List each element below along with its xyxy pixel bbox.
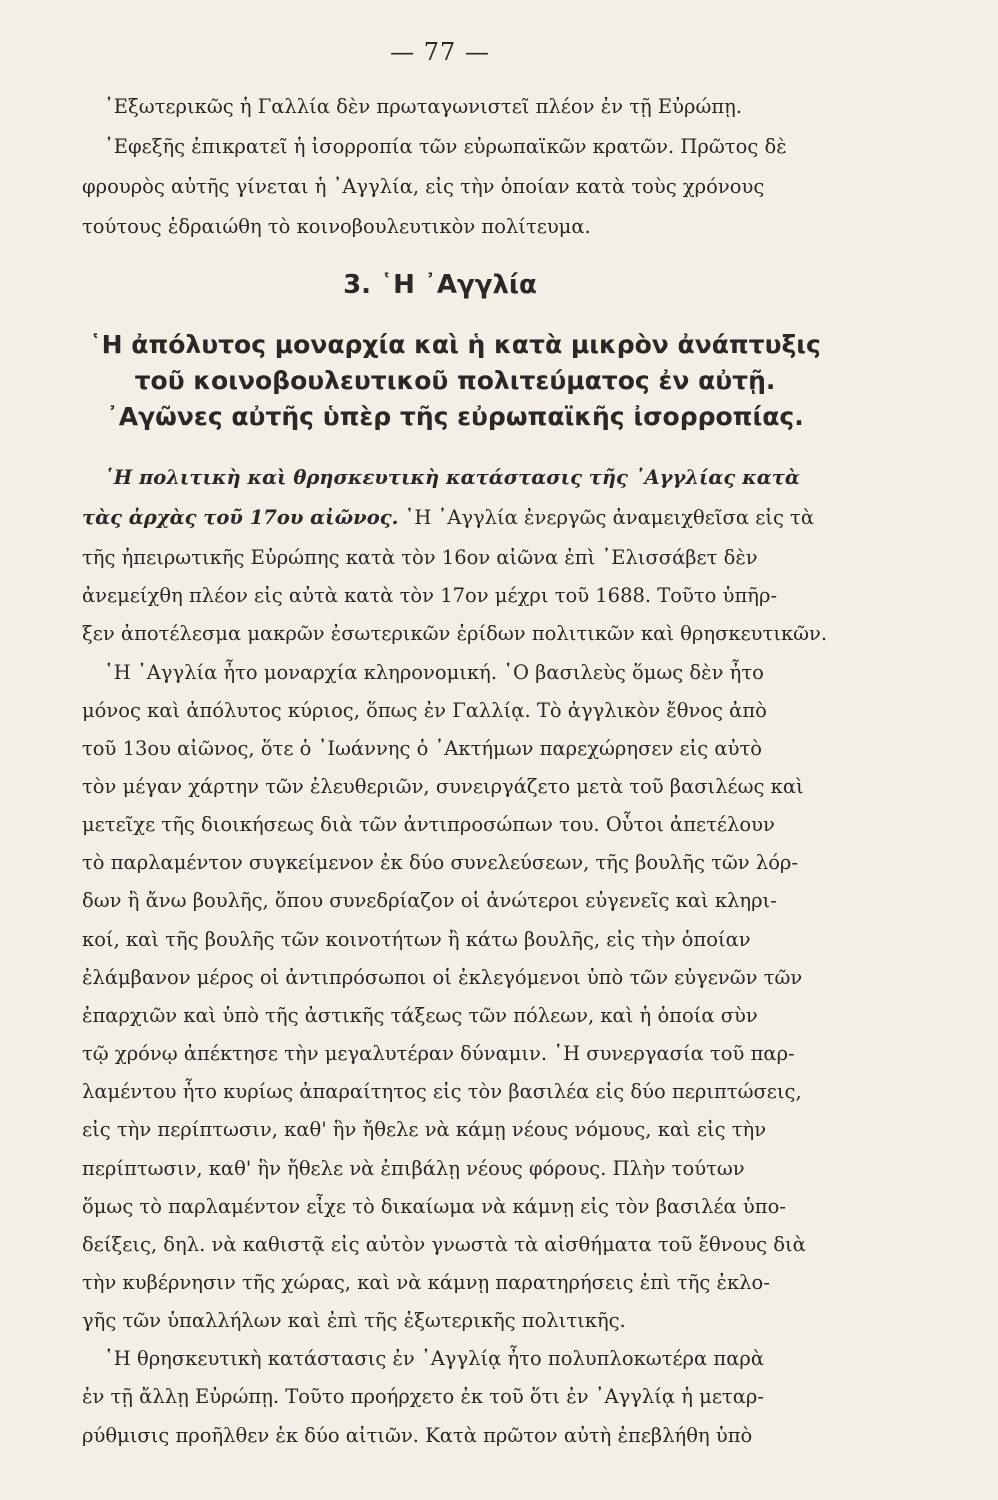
paragraph-heading-italic: τὰς ἀρχὰς τοῦ 17ου αἰῶνος. [82,506,399,529]
subtitle-line: ᾿Αγῶνες αὐτῆς ὑπὲρ τῆς εὐρωπαϊκῆς ἰσορροπίας. [106,402,804,431]
intro-line: ᾿Εξωτερικῶς ἡ Γαλλία δὲν πρωταγωνιστεῖ πλέον ἐν τῇ Εὐρώπῃ. [104,95,743,118]
section-title: 3. ῾Η ᾿Αγγλία [343,270,537,300]
body-line: τῆς ἠπειρωτικῆς Εὐρώπης κατὰ τὸν 16ον αἰῶνα ἐπὶ ᾿Ελισσάβετ δὲν [82,546,758,569]
body-line: τῷ χρόνῳ ἀπέκτησε τὴν μεγαλυτέραν δύναμιν. ῾Η συνεργασία τοῦ παρ- [82,1042,795,1065]
body-line: ξεν ἀποτέλεσμα μακρῶν ἐσωτερικῶν ἐρίδων πολιτικῶν καὶ θρησκευτικῶν. [82,622,828,645]
body-line: ἐλάμβανον μέρος οἱ ἀντιπρόσωποι οἱ ἐκλεγόμενοι ὑπὸ τῶν εὐγενῶν τῶν [82,966,803,989]
body-line: τὸν μέγαν χάρτην τῶν ἐλευθεριῶν, συνειργάζετο μετὰ τοῦ βασιλέως καὶ [82,775,804,798]
body-line: ῾Η ᾿Αγγλία ἦτο μοναρχία κληρονομική. ῾Ο βασιλεὺς ὅμως δὲν ἦτο [104,661,764,684]
body-line: περίπτωσιν, καθ' ἣν ἤθελε νὰ ἐπιβάλῃ νέους φόρους. Πλὴν τούτων [82,1157,745,1180]
body-line: τὴν κυβέρνησιν τῆς χώρας, καὶ νὰ κάμνῃ παρατηρήσεις ἐπὶ τῆς ἐκλο- [82,1271,770,1294]
body-line: μόνος καὶ ἀπόλυτος κύριος, ὅπως ἐν Γαλλίᾳ. Τὸ ἀγγλικὸν ἔθνος ἀπὸ [82,699,767,722]
intro-line: φρουρὸς αὐτῆς γίνεται ἡ ᾿Αγγλία, εἰς τὴν ὁποίαν κατὰ τοὺς χρόνους [82,175,765,198]
body-line: κοί, καὶ τῆς βουλῆς τῶν κοινοτήτων ἢ κάτω βουλῆς, εἰς τὴν ὁποίαν [82,928,751,951]
intro-line: τούτους ἑδραιώθη τὸ κοινοβουλευτικὸν πολίτευμα. [82,215,591,238]
paragraph-heading-italic: ῾Η πολιτικὴ καὶ θρησκευτικὴ κατάστασις τῆς ᾿Αγγλίας κατὰ [104,466,800,489]
body-line: γῆς τῶν ὑπαλλήλων καὶ ἐπὶ τῆς ἐξωτερικῆς πολιτικῆς. [82,1309,626,1332]
subtitle-line: ῾Η ἀπόλυτος μοναρχία καὶ ἡ κατὰ μικρὸν ἀνάπτυξις [89,330,821,359]
body-line: δείξεις, δηλ. νὰ καθιστᾷ εἰς αὐτὸν γνωστὰ τὰ αἰσθήματα τοῦ ἔθνους διὰ [82,1233,806,1256]
intro-line: ᾿Εφεξῆς ἐπικρατεῖ ἡ ἰσορροπία τῶν εὐρωπαϊκῶν κρατῶν. Πρῶτος δὲ [104,135,787,158]
body-line: ἐν τῇ ἄλλῃ Εὐρώπῃ. Τοῦτο προήρχετο ἐκ τοῦ ὅτι ἐν ᾿Αγγλίᾳ ἡ μεταρ- [82,1385,764,1408]
body-line: δων ἢ ἄνω βουλῆς, ὅπου συνεδρίαζον οἱ ἀνώτεροι εὐγενεῖς καὶ κληρι- [82,889,777,912]
body-line: λαμέντου ἦτο κυρίως ἀπαραίτητος εἰς τὸν βασιλέα εἰς δύο περιπτώσεις, [82,1080,802,1103]
body-line: ἐπαρχιῶν καὶ ὑπὸ τῆς ἀστικῆς τάξεως τῶν πόλεων, καὶ ἡ ὁποία σὺν [82,1004,758,1027]
body-line: ῾Η θρησκευτικὴ κατάστασις ἐν ᾿Αγγλίᾳ ἦτο πολυπλοκωτέρα παρὰ [104,1347,765,1370]
body-line: μετεῖχε τῆς διοικήσεως διὰ τῶν ἀντιπροσώπων του. Οὗτοι ἀπετέλουν [82,813,775,836]
body-line: ὅμως τὸ παρλαμέντον εἶχε τὸ δικαίωμα νὰ κάμνῃ εἰς τὸν βασιλέα ὑπο- [82,1195,786,1218]
body-line: εἰς τὴν περίπτωσιν, καθ' ἣν ἤθελε νὰ κάμῃ νέους νόμους, καὶ εἰς τὴν [82,1118,767,1141]
body-line: τοῦ 13ου αἰῶνος, ὅτε ὁ ᾿Ιωάννης ὁ ᾿Ακτήμων παρεχώρησεν εἰς αὐτὸ [82,737,762,760]
paragraph-heading [104,468,800,488]
body-text: ῾Η ᾿Αγγλία ἐνεργῶς ἀναμειχθεῖσα εἰς τὰ [398,506,815,529]
subtitle-line: τοῦ κοινοβουλευτικοῦ πολιτεύματος ἐν αὐτῇ. [134,366,776,395]
body-line: τὸ παρλαμέντον συγκείμενον ἐκ δύο συνελεύσεων, τῆς βουλῆς τῶν λόρ- [82,851,798,874]
body-line: ρύθμισις προῆλθεν ἐκ δύο αἰτιῶν. Κατὰ πρῶτον αὐτὴ ἐπεβλήθη ὑπὸ [82,1424,753,1447]
body-line [82,508,814,528]
body-line: ἀνεμείχθη πλέον εἰς αὐτὰ κατὰ τὸν 17ον μέχρι τοῦ 1688. Τοῦτο ὑπῆρ- [82,584,778,607]
page-number: — 77 — [390,38,490,66]
